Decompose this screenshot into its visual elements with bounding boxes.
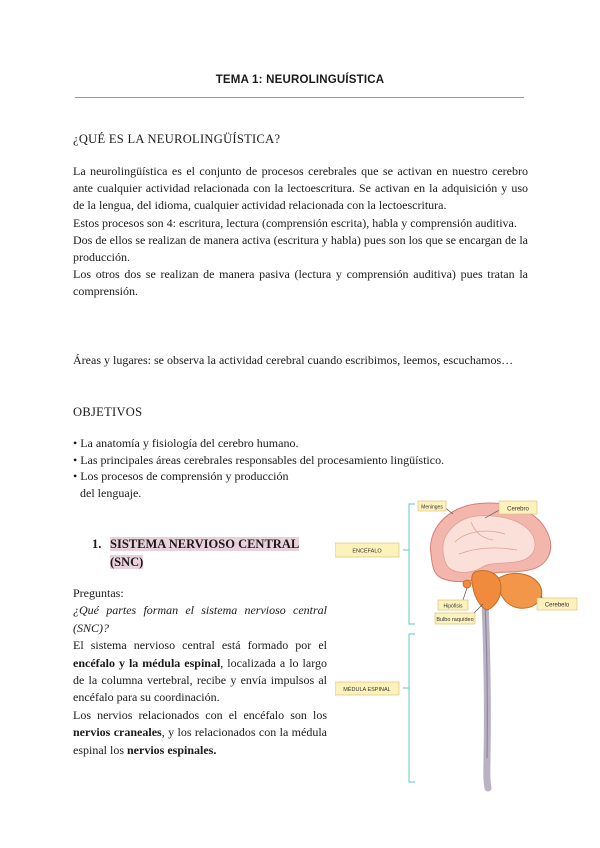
- answer-paragraph: [73, 637, 327, 707]
- meninges-label: Meninges: [421, 504, 443, 511]
- answer-text: , y los relacionados con la médula espinal los: [73, 725, 327, 757]
- objectives-heading: OBJETIVOS: [73, 405, 143, 419]
- section-number: 1.: [92, 537, 102, 551]
- answer-paragraph: [73, 707, 327, 759]
- answer-text: , localizada a lo largo de la columna vertebral, recibe y envía impulsos al encéfalo para su coordinación.: [73, 655, 327, 705]
- cerebro-label: Cerebro: [507, 506, 529, 513]
- hipofisis-label: Hipófisis: [443, 603, 463, 610]
- encefalo-label: ENCÉFALO: [352, 548, 382, 555]
- pituitary-shape: [463, 580, 471, 588]
- intro-paragraph: Dos de ellos se realizan de manera activa (escritura y habla) pues son los que se encargan de la producción.: [73, 232, 528, 265]
- left-column: [73, 585, 327, 759]
- areas-paragraph: Áreas y lugares: se observa la actividad cerebral cuando escribimos, leemos, escuchamos…: [73, 353, 514, 367]
- question-heading: ¿QUÉ ES LA NEUROLINGÜÍSTICA?: [73, 132, 281, 146]
- preguntas-label: Preguntas:: [73, 586, 124, 600]
- answer-bold: encéfalo y la médula espinal: [73, 655, 221, 670]
- answer-bold: nervios craneales: [73, 725, 162, 740]
- question-italic: ¿Qué partes forman el sistema nervioso central (SNC)?: [73, 603, 327, 635]
- intro-paragraph: La neurolingüística es el conjunto de procesos cerebrales que se activan en nuestro cerebro ante cualquier actividad relacionada con la lectoescritura. Se activan en la adquisición y uso de la lengua, del idioma, cualquier actividad relacionada con la lectoescritura.: [73, 164, 528, 213]
- intro-text: [73, 163, 528, 301]
- intro-paragraph: Estos procesos son 4: escritura, lectura (comprensión escrita), habla y comprensión auditiva.: [73, 215, 517, 230]
- brainstem-shape: [472, 571, 501, 610]
- objective-item: • Los procesos de comprensión y producción: [73, 469, 289, 483]
- objective-item: • Las principales áreas cerebrales responsables del procesamiento lingüístico.: [73, 452, 445, 467]
- objective-item: del lenguaje.: [80, 485, 142, 500]
- cerebellum-shape: [499, 573, 542, 608]
- section-title-abbrev: (SNC): [110, 555, 144, 569]
- answer-text: Los nervios relacionados con el encéfalo son los: [73, 707, 327, 722]
- answer-bold: nervios espinales.: [127, 742, 217, 757]
- bulbo-label: Bulbo raquídeo: [436, 617, 474, 623]
- cerebelo-label: Cerebelo: [544, 602, 570, 609]
- medula-label: MÉDULA ESPINAL: [343, 687, 391, 693]
- answer-text: El sistema nervioso central está formado por el: [73, 638, 327, 653]
- encefalo-bracket: [403, 504, 415, 624]
- page-title: TEMA 1: NEUROLINGUÍSTICA: [215, 74, 385, 86]
- objective-item: • La anatomía y fisiología del cerebro humano.: [73, 436, 299, 450]
- section-title: SISTEMA NERVIOSO CENTRAL: [110, 537, 300, 551]
- cns-diagram: [335, 492, 580, 792]
- section-heading: [92, 535, 299, 571]
- medula-bracket: [403, 634, 415, 782]
- title-divider: [75, 97, 524, 98]
- intro-paragraph: Los otros dos se realizan de manera pasiva (lectura y comprensión auditiva) pues tratan la comprensión.: [73, 267, 528, 299]
- hipofisis-pointer: [463, 588, 467, 600]
